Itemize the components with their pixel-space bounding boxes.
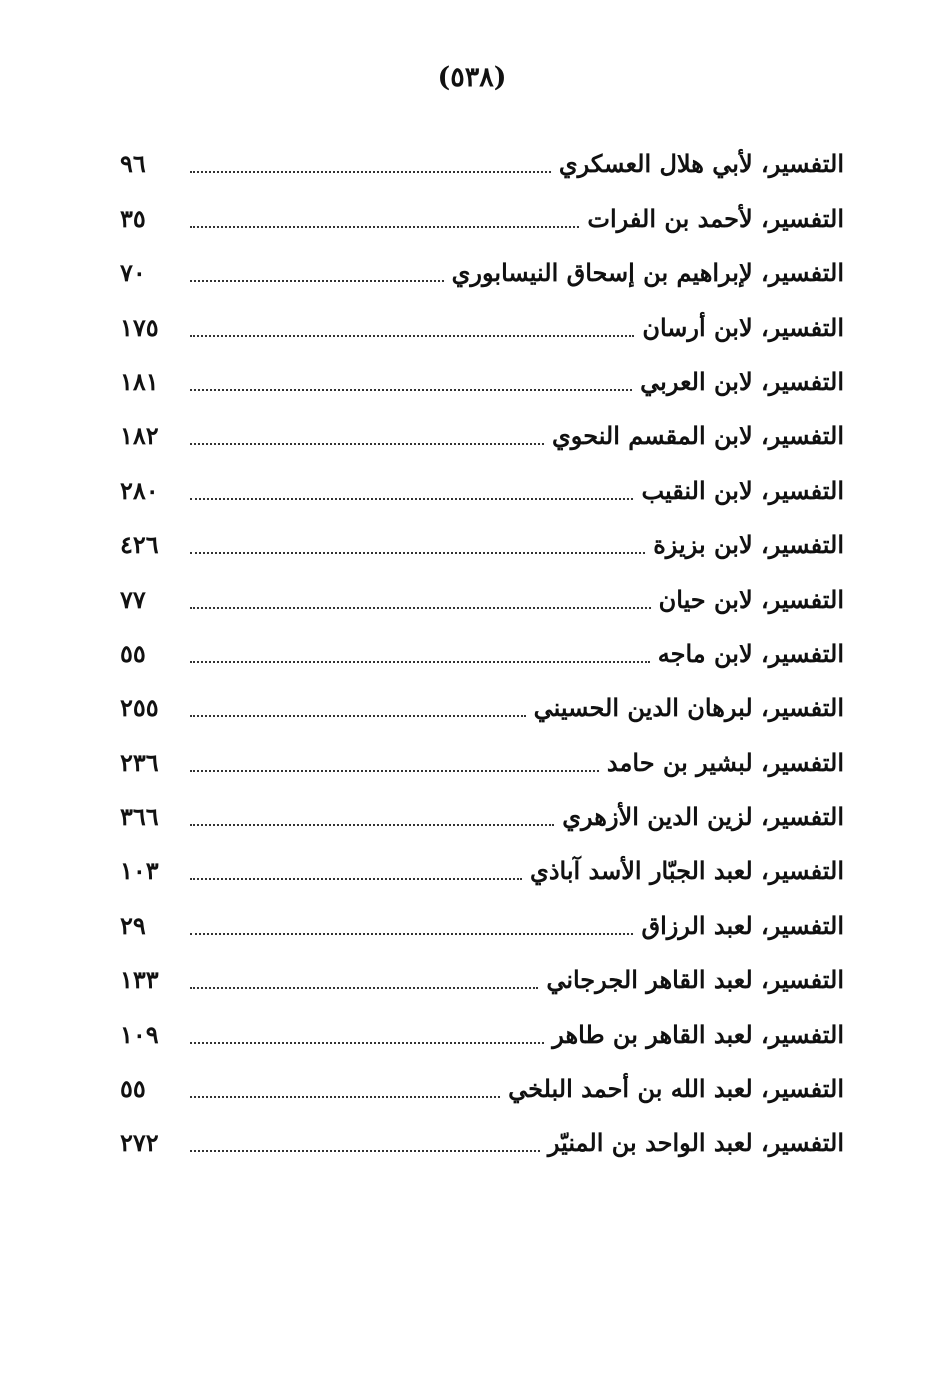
dot-leader [190, 770, 599, 772]
index-entry [120, 1053, 844, 1107]
entry-title: التفسير، لابن العربي [640, 366, 844, 396]
index-entry [120, 454, 844, 508]
dot-leader [190, 661, 650, 663]
entry-title: التفسير، لابن بزيزة [653, 530, 844, 560]
entry-title: التفسير، لابن المقسم النحوي [552, 421, 844, 451]
entry-page-number: ٢٧٢ [120, 1128, 159, 1158]
index-entry [120, 944, 844, 998]
index-entry [120, 128, 844, 182]
entry-title: التفسير، لابن حيان [658, 584, 844, 614]
index-entry [120, 1107, 844, 1161]
entry-title: التفسير، لعبد الرزاق [641, 910, 844, 940]
entry-title: التفسير، لأحمد بن الفرات [587, 203, 844, 233]
dot-leader [190, 1150, 540, 1152]
dot-leader [190, 987, 538, 989]
dot-leader [190, 226, 579, 228]
index-entry [120, 998, 844, 1052]
dot-leader [190, 933, 633, 935]
entry-title: التفسير، لعبد القاهر بن طاهر [552, 1019, 844, 1049]
entry-page-number: ٣٥ [120, 203, 146, 233]
entry-page-number: ٢٥٥ [120, 693, 159, 723]
entry-title: التفسير، لعبد الواحد بن المنيّر [547, 1128, 844, 1158]
entry-title: التفسير، لعبد القاهر الجرجاني [546, 965, 844, 995]
entry-page-number: ٥٥ [120, 1074, 146, 1104]
index-entry [120, 835, 844, 889]
dot-leader [190, 498, 633, 500]
entry-page-number: ١٠٣ [120, 856, 159, 886]
index-entry [120, 509, 844, 563]
entry-page-number: ١٣٣ [120, 965, 159, 995]
dot-leader [190, 1042, 544, 1044]
entry-page-number: ٢٨٠ [120, 475, 159, 505]
dot-leader [190, 1096, 500, 1098]
index-entry [120, 182, 844, 236]
entry-title: التفسير، لابن ماجه [657, 638, 844, 668]
dot-leader [190, 607, 651, 609]
entry-page-number: ٧٧ [120, 584, 146, 614]
entry-page-number: ٩٦ [120, 149, 146, 179]
entry-page-number: ٥٥ [120, 638, 146, 668]
dot-leader [190, 171, 551, 173]
entry-page-number: ٢٣٦ [120, 747, 159, 777]
entry-page-number: ٣٦٦ [120, 802, 159, 832]
dot-leader [190, 878, 522, 880]
dot-leader [190, 824, 554, 826]
entry-page-number: ٤٢٦ [120, 530, 159, 560]
entry-title: التفسير، لبرهان الدين الحسيني [533, 693, 844, 723]
entry-title: التفسير، لابن أرسان [642, 312, 844, 342]
entry-title: التفسير، لابن النقيب [641, 475, 844, 505]
dot-leader [190, 335, 634, 337]
entry-page-number: ١٨٢ [120, 421, 159, 451]
entry-page-number: ١٧٥ [120, 312, 159, 342]
dot-leader [190, 389, 632, 391]
dot-leader [190, 280, 444, 282]
index-entry [120, 291, 844, 345]
entry-title: التفسير، لإبراهيم بن إسحاق النيسابوري [451, 258, 844, 288]
entry-title: التفسير، لبشير بن حامد [606, 747, 844, 777]
entry-title: التفسير، لزين الدين الأزهري [562, 802, 844, 832]
dot-leader [190, 715, 526, 717]
dot-leader [190, 443, 544, 445]
entry-title: التفسير، لعبد الجبّار الأسد آباذي [530, 856, 844, 886]
index-entry [120, 237, 844, 291]
entry-page-number: ١٨١ [120, 366, 159, 396]
index-entry [120, 781, 844, 835]
page-number: (٥٣٨) [437, 62, 507, 93]
index-entry [120, 346, 844, 400]
entry-page-number: ٢٩ [120, 910, 146, 940]
index-entry [120, 400, 844, 454]
index-entry [120, 726, 844, 780]
entry-page-number: ١٠٩ [120, 1019, 159, 1049]
dot-leader [190, 552, 645, 554]
entry-title: التفسير، لعبد الله بن أحمد البلخي [508, 1074, 844, 1104]
index-list [120, 128, 844, 1161]
index-entry [120, 618, 844, 672]
index-entry [120, 563, 844, 617]
index-entry [120, 672, 844, 726]
entry-title: التفسير، لأبي هلال العسكري [558, 149, 844, 179]
index-entry [120, 889, 844, 943]
entry-page-number: ٧٠ [120, 258, 146, 288]
